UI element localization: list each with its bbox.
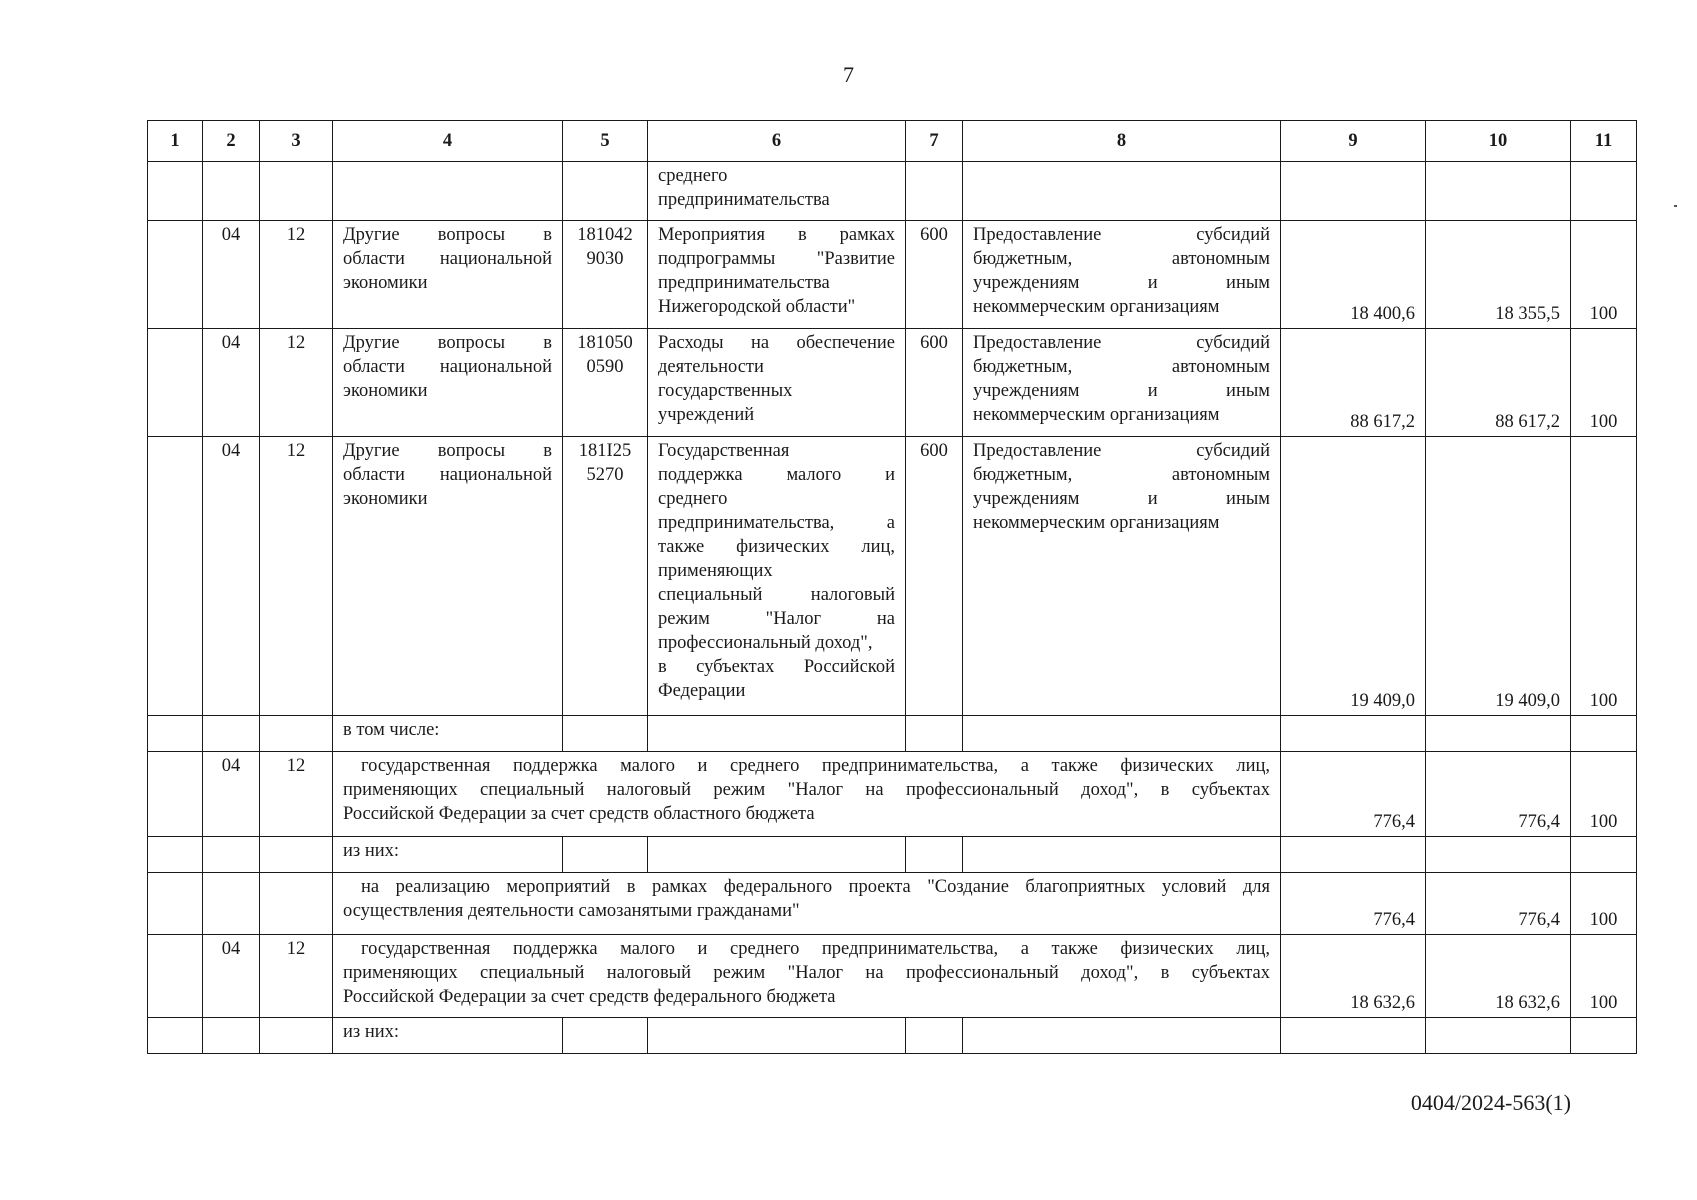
header-col-8: 8 [963,121,1281,162]
text-line: некоммерческим организациям [973,297,1220,317]
text-line: некоммерческим организациям [973,405,1220,425]
text-line: применяющих специальный налоговый режим "Налог на профессиональный доход", в субъектах [343,963,1270,983]
text-line: учреждениям и иным [973,381,1270,401]
cell [1571,162,1637,221]
cell [1571,1018,1637,1054]
cell-amount-actual: 776,4 [1426,752,1571,837]
cell [563,837,648,873]
cell [648,1018,906,1054]
cell-expense-name [963,221,1281,329]
cell-expense-name [963,329,1281,437]
text-line: бюджетным, автономным [973,249,1270,269]
cell-subsection: 12 [260,752,333,837]
cell-subsection: 12 [260,935,333,1018]
cell-description [648,329,906,437]
text-line: среднего [658,489,728,509]
cell-amount-planned: 776,4 [1281,752,1426,837]
cell-merged-description [333,752,1281,837]
text-line: осуществления деятельности самозанятыми гражданами" [343,901,800,921]
cell-target-code [563,329,648,437]
cell [963,162,1281,221]
cell [148,329,203,437]
cell-amount-actual: 18 632,6 [1426,935,1571,1018]
cell-section: 04 [203,935,260,1018]
cell [906,1018,963,1054]
cell [1426,162,1571,221]
cell [1426,1018,1571,1054]
cell-merged-description [333,935,1281,1018]
text-line: также физических лиц, [658,537,895,557]
cell [1571,837,1637,873]
cell-subsection: 12 [260,221,333,329]
text-line: предпринимательства [658,273,830,293]
text-line: предпринимательства [658,190,830,210]
cell [148,162,203,221]
document-code: 0404/2024-563(1) [1410,1090,1571,1115]
table-row [148,221,1637,329]
cell-section-name [333,221,563,329]
cell-amount-planned: 18 632,6 [1281,935,1426,1018]
cell [906,837,963,873]
cell [648,716,906,752]
page-number: 7 [843,62,854,87]
text-line: деятельности [658,357,764,377]
cell [148,1018,203,1054]
header-col-6: 6 [648,121,906,162]
cell-section-name [333,437,563,716]
text-line: в субъектах Российской [658,657,895,677]
text-line: государственная поддержка малого и среднего предпринимательства, а также физических лиц, [361,939,1270,959]
text-line: учреждениям и иным [973,273,1270,293]
header-col-1: 1 [148,121,203,162]
cell [1281,716,1426,752]
cell-amount-actual: 88 617,2 [1426,329,1571,437]
cell [963,1018,1281,1054]
cell [260,716,333,752]
cell-percent: 100 [1571,873,1637,935]
text-line: экономики [343,273,428,293]
text-line: Другие вопросы в [343,333,552,353]
cell-description [648,162,906,221]
cell-description [648,437,906,716]
text-line: среднего [658,166,728,186]
text-line: поддержка малого и [658,465,895,485]
text-line: 181I25 [578,441,632,461]
cell-amount-actual: 776,4 [1426,873,1571,935]
cell [203,162,260,221]
table-row [148,935,1637,1018]
cell-percent: 100 [1571,329,1637,437]
cell-target-code [563,221,648,329]
text-line: Федерации [658,681,746,701]
cell-subheading: в том числе: [333,716,563,752]
text-line: некоммерческим организациям [973,513,1220,533]
text-line: области национальной [343,249,552,269]
text-line: 9030 [586,249,624,269]
cell [148,935,203,1018]
table-row [148,716,1637,752]
cell-percent: 100 [1571,935,1637,1018]
cell [148,837,203,873]
cell [906,716,963,752]
text-line: экономики [343,381,428,401]
header-col-3: 3 [260,121,333,162]
cell-section: 04 [203,329,260,437]
cell [260,162,333,221]
cell [563,716,648,752]
text-line: применяющих специальный налоговый режим "Налог на профессиональный доход", в субъектах [343,780,1270,800]
cell-amount-actual: 19 409,0 [1426,437,1571,716]
cell-section: 04 [203,221,260,329]
header-row [148,121,1637,162]
text-line: бюджетным, автономным [973,357,1270,377]
cell [148,752,203,837]
cell-description [648,221,906,329]
cell-section-name [333,329,563,437]
text-line: бюджетным, автономным [973,465,1270,485]
cell [260,1018,333,1054]
cell [203,837,260,873]
cell [1281,837,1426,873]
cell-expense-type: 600 [906,221,963,329]
text-line: Расходы на обеспечение [658,333,895,353]
scan-artifact [1674,205,1677,207]
text-line: Предоставление субсидий [973,225,1270,245]
table-row [148,873,1637,935]
cell [148,716,203,752]
table-row [148,437,1637,716]
header-col-9: 9 [1281,121,1426,162]
header-col-10: 10 [1426,121,1571,162]
table-row [148,329,1637,437]
cell [260,837,333,873]
text-line: учреждений [658,405,755,425]
cell-subsection: 12 [260,437,333,716]
header-col-7: 7 [906,121,963,162]
cell-section: 04 [203,752,260,837]
cell [563,1018,648,1054]
header-col-5: 5 [563,121,648,162]
text-line: экономики [343,489,428,509]
table-row [148,1018,1637,1054]
cell [148,221,203,329]
cell [333,162,563,221]
cell-subsection: 12 [260,329,333,437]
cell-target-code [563,437,648,716]
text-line: государственная поддержка малого и среднего предпринимательства, а также физических лиц, [361,756,1270,776]
text-line: профессиональный доход", [658,633,873,653]
text-line: режим "Налог на [658,609,895,629]
text-line: 0590 [586,357,624,377]
text-line: Предоставление субсидий [973,441,1270,461]
text-line: Мероприятия в рамках [658,225,895,245]
text-line: области национальной [343,465,552,485]
cell-subheading: из них: [333,837,563,873]
cell [203,873,260,935]
budget-table [147,120,1637,1054]
cell [148,873,203,935]
cell [563,162,648,221]
cell-amount-planned: 19 409,0 [1281,437,1426,716]
cell [203,1018,260,1054]
cell [1281,162,1426,221]
cell-section: 04 [203,437,260,716]
cell [1426,716,1571,752]
text-line: 181042 [577,225,633,245]
cell-expense-type: 600 [906,437,963,716]
text-line: на реализацию мероприятий в рамках федерального проекта "Создание благоприятных условий для [361,877,1270,897]
text-line: Предоставление субсидий [973,333,1270,353]
text-line: специальный налоговый [658,585,895,605]
cell-amount-planned: 88 617,2 [1281,329,1426,437]
header-col-4: 4 [333,121,563,162]
cell-expense-type: 600 [906,329,963,437]
cell [1571,716,1637,752]
text-line: Другие вопросы в [343,441,552,461]
text-line: 181050 [577,333,633,353]
text-line: Государственная [658,441,790,461]
text-line: области национальной [343,357,552,377]
text-line: учреждениям и иным [973,489,1270,509]
cell [260,873,333,935]
cell-expense-name [963,437,1281,716]
cell [906,162,963,221]
cell-percent: 100 [1571,752,1637,837]
text-line: подпрограммы "Развитие [658,249,895,269]
cell-amount-actual: 18 355,5 [1426,221,1571,329]
table-row [148,162,1637,221]
cell [648,837,906,873]
cell [963,716,1281,752]
cell [1281,1018,1426,1054]
text-line: Другие вопросы в [343,225,552,245]
cell [203,716,260,752]
table-row [148,752,1637,837]
text-line: применяющих [658,561,773,581]
table-row [148,837,1637,873]
header-col-11: 11 [1571,121,1637,162]
text-line: Российской Федерации за счет средств областного бюджета [343,804,815,824]
text-line: Российской Федерации за счет средств федерального бюджета [343,987,836,1007]
text-line: 5270 [586,465,624,485]
text-line: Нижегородской области" [658,297,856,317]
cell-amount-planned: 776,4 [1281,873,1426,935]
text-line: государственных [658,381,793,401]
text-line: предпринимательства, а [658,513,895,533]
cell-amount-planned: 18 400,6 [1281,221,1426,329]
cell [148,437,203,716]
cell [963,837,1281,873]
header-col-2: 2 [203,121,260,162]
cell-percent: 100 [1571,437,1637,716]
cell [1426,837,1571,873]
cell-subheading: из них: [333,1018,563,1054]
cell-percent: 100 [1571,221,1637,329]
cell-merged-description [333,873,1281,935]
